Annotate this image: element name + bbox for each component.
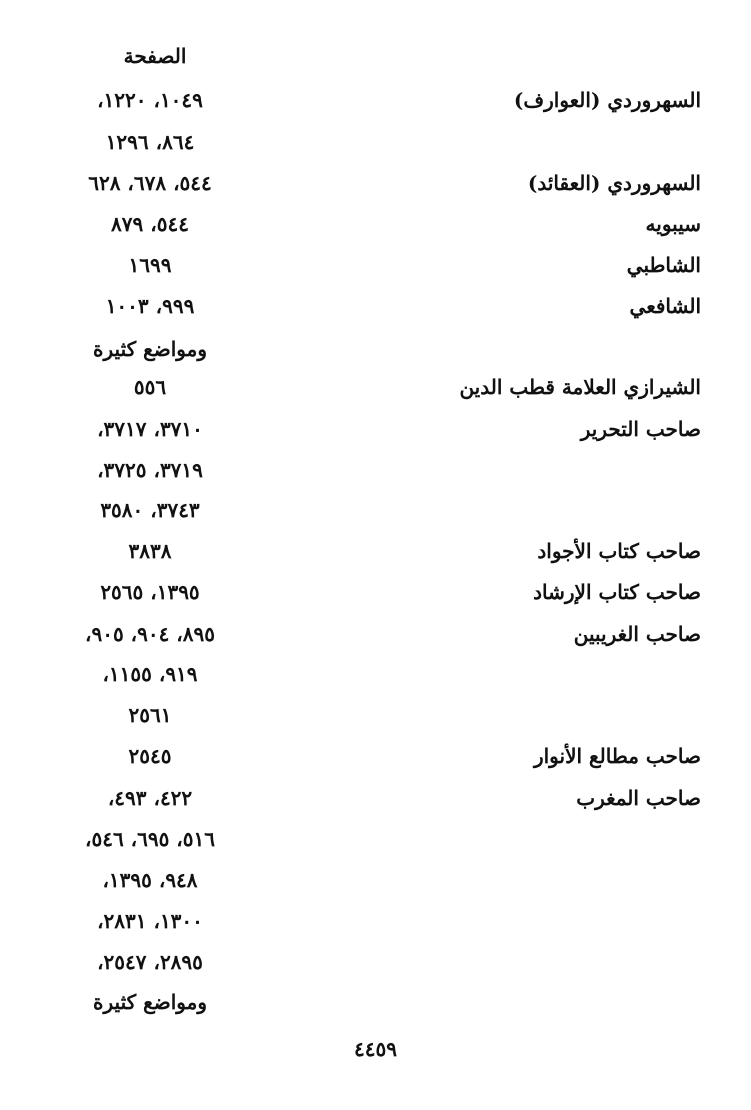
entry-name: الشيرازي العلامة قطب الدين [459, 375, 701, 399]
entry-pages: ٩١٩، ١١٥٥، [102, 662, 198, 686]
entry-pages: ٢٥٤٥ [128, 744, 172, 768]
index-row [0, 206, 751, 242]
index-row [0, 331, 751, 367]
entry-pages: ٢٥٦١ [128, 703, 172, 727]
entry-name: سيبويه [645, 212, 701, 236]
entry-name: صاحب مطالع الأنوار [533, 744, 701, 768]
index-row [0, 369, 751, 405]
index-row [0, 944, 751, 980]
entry-name: الشافعي [629, 294, 701, 318]
index-row [0, 738, 751, 774]
entry-pages: ٢٨٩٥، ٢٥٤٧، [97, 950, 203, 974]
index-row [0, 656, 751, 692]
entry-pages: ٥١٦، ٦٩٥، ٥٤٦، [84, 827, 215, 851]
entry-pages: ٥٤٤، ٦٧٨، ٦٢٨ [88, 171, 212, 195]
entry-name: صاحب التحرير [580, 417, 701, 441]
index-row [0, 574, 751, 610]
entry-pages: ١٣٠٠، ٢٨٣١، [97, 909, 203, 933]
entry-name: السهروردي (العوارف) [513, 88, 701, 112]
index-row [0, 903, 751, 939]
entry-pages: ٥٥٦ [133, 375, 167, 399]
entry-pages: ١٦٩٩ [128, 253, 172, 277]
entry-pages: ٩٩٩، ١٠٠٣ [105, 294, 195, 318]
index-row [0, 288, 751, 324]
entry-pages: ٨٩٥، ٩٠٤، ٩٠٥، [84, 622, 215, 646]
entry-name: صاحب كتاب الأجواد [537, 539, 701, 563]
entry-pages: ٤٢٢، ٤٩٣، [107, 786, 193, 810]
index-row [0, 780, 751, 816]
index-row [0, 165, 751, 201]
index-row [0, 984, 751, 1020]
entry-pages: ٣٧٤٣، ٣٥٨٠ [100, 498, 200, 522]
entry-name: صاحب المغرب [576, 786, 701, 810]
page-column-header: الصفحة [123, 44, 187, 68]
entry-name: الشاطبي [626, 253, 701, 277]
index-row [0, 697, 751, 733]
index-row [0, 124, 751, 160]
entry-pages: ١٠٤٩، ١٢٢٠، [97, 88, 203, 112]
entry-pages: ٣٨٣٨ [128, 539, 172, 563]
index-row [0, 452, 751, 488]
entry-pages: ومواضع كثيرة [93, 337, 207, 361]
index-row [0, 616, 751, 652]
entry-pages: ٩٤٨، ١٣٩٥، [102, 868, 198, 892]
index-row [0, 82, 751, 118]
index-row [0, 821, 751, 857]
entry-pages: ١٣٩٥، ٢٥٦٥ [100, 580, 200, 604]
entry-name: صاحب كتاب الإرشاد [533, 580, 701, 604]
index-row [0, 247, 751, 283]
index-row [0, 492, 751, 528]
page-number: ٤٤٥٩ [354, 1037, 397, 1061]
entry-pages: ومواضع كثيرة [93, 990, 207, 1014]
entry-pages: ٣٧١٠، ٣٧١٧، [97, 417, 203, 441]
index-row [0, 533, 751, 569]
entry-pages: ٣٧١٩، ٣٧٢٥، [97, 458, 203, 482]
entry-name: صاحب الغريبين [573, 622, 701, 646]
index-row [0, 411, 751, 447]
entry-pages: ٨٦٤، ١٢٩٦ [105, 130, 195, 154]
entry-name: السهروردي (العقائد) [527, 171, 701, 195]
entry-pages: ٥٤٤، ٨٧٩ [111, 212, 189, 236]
index-row [0, 862, 751, 898]
